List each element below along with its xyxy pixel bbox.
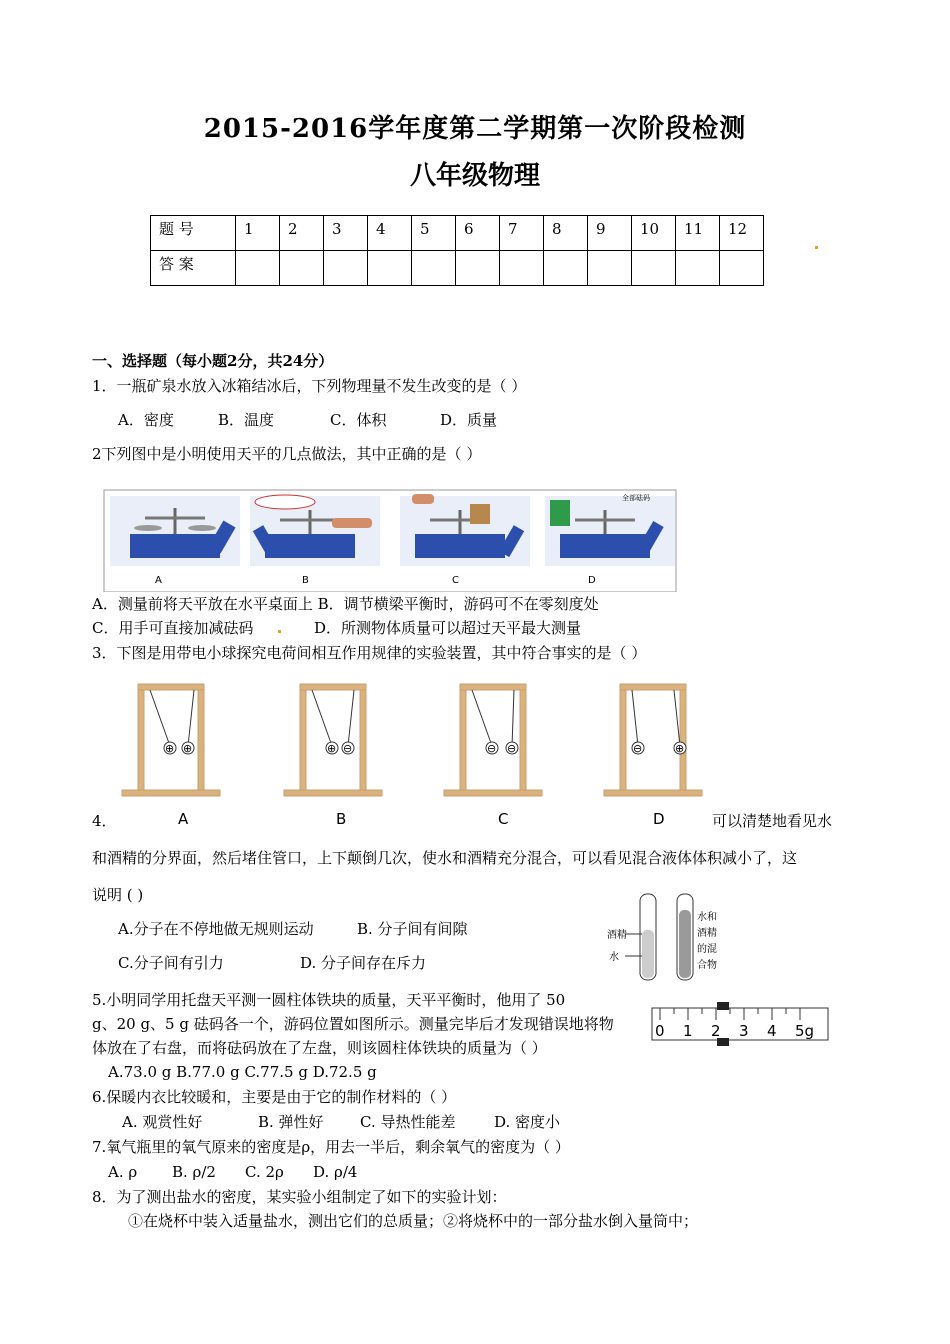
col-header: 11: [676, 216, 720, 251]
answer-cell[interactable]: [544, 251, 588, 286]
col-header: 12: [720, 216, 764, 251]
q4-number: 4．: [92, 812, 117, 830]
col-header: 6: [456, 216, 500, 251]
q2-option-d: D．所测物体质量可以超过天平最大测量: [314, 619, 582, 637]
q1-option-d: D．质量: [440, 411, 498, 429]
answer-cell[interactable]: [676, 251, 720, 286]
q2-figure-label-c: C: [452, 575, 459, 586]
col-header: 10: [632, 216, 676, 251]
q2-balance-figure: [100, 482, 680, 592]
col-header: 5: [412, 216, 456, 251]
answer-cell[interactable]: [720, 251, 764, 286]
q3-figure-label-c: C: [498, 810, 509, 828]
q3-charge: ⊖: [343, 742, 353, 755]
scale-label: 1: [683, 1022, 693, 1040]
q1-option-c: C．体积: [330, 411, 387, 429]
q4-line3: 说明 ( ): [92, 886, 144, 904]
q5-line2: g、20 g、5 g 砝码各一个，游码位置如图所示。测量完毕后才发现错误地将物: [92, 1015, 614, 1033]
q3-figure-label-a: A: [178, 810, 189, 828]
q4-label-water: 水: [609, 952, 619, 963]
balance-panel-b: [250, 495, 380, 566]
col-header: 2: [280, 216, 324, 251]
q2-figure-label-d: D: [588, 575, 596, 586]
table-row: [151, 251, 764, 286]
q4-label-alcohol: 酒精: [607, 930, 627, 941]
q3-figure-label-d: D: [653, 810, 665, 828]
row-label-answer: 答 案: [151, 251, 236, 286]
page-subtitle: 八年级物理: [409, 161, 540, 191]
page-title: 2015-2016学年度第二学期第一次阶段检测: [203, 114, 747, 144]
q3-electroscope-figure: [110, 678, 720, 828]
balance-panel-c: [400, 494, 530, 566]
q6-option-d: D. 密度小: [494, 1113, 561, 1131]
q6-stem: 6.保暖内衣比较暖和，主要是由于它的制作材料的（ ）: [92, 1088, 457, 1106]
q8-stem: 8．为了测出盐水的密度，某实验小组制定了如下的实验计划：: [92, 1188, 507, 1206]
scale-label: 2: [711, 1022, 721, 1040]
q4-line2: 和酒精的分界面，然后堵住管口，上下颠倒几次，使水和酒精充分混合，可以看见混合液体体积减小了，这: [92, 849, 798, 867]
q7-option-d: D. ρ/4: [313, 1163, 358, 1181]
q2-option-c: C．用手可直接加减砝码: [92, 619, 254, 637]
q1-stem: 1．一瓶矿泉水放入冰箱结冰后，下列物理量不发生改变的是（ ）: [92, 377, 527, 395]
scale-label: 0: [655, 1022, 665, 1040]
q7-option-b: B. ρ/2: [172, 1163, 216, 1181]
q4-label-mix: 合物: [697, 960, 717, 971]
q3-charge: ⊕: [327, 742, 337, 755]
q1-option-a: A．密度: [118, 411, 174, 429]
answer-cell[interactable]: [412, 251, 456, 286]
q3-charge: ⊕: [675, 742, 685, 755]
section-heading: 一、选择题（每小题2分，共24分）: [92, 352, 334, 370]
q2-figure-caption-d: 全部砝码: [622, 494, 650, 502]
q6-option-c: C. 导热性能差: [360, 1113, 456, 1131]
stray-mark: [815, 246, 818, 249]
q4-label-mix: 水和: [697, 912, 717, 923]
q2-figure-label-b: B: [302, 575, 309, 586]
answer-cell[interactable]: [324, 251, 368, 286]
col-header: 9: [588, 216, 632, 251]
answer-cell[interactable]: [500, 251, 544, 286]
q7-option-a: A. ρ: [108, 1163, 138, 1181]
q3-charge: ⊖: [507, 742, 517, 755]
answer-table: [150, 215, 764, 286]
col-header: 4: [368, 216, 412, 251]
q7-option-c: C. 2ρ: [245, 1163, 284, 1181]
q3-charge: ⊖: [633, 742, 643, 755]
q4-option-a: A.分子在不停地做无规则运动: [118, 920, 314, 938]
q5-options: A.73.0 g B.77.0 g C.77.5 g D.72.5 g: [108, 1063, 377, 1081]
q4-option-c: C.分子间有引力: [118, 954, 224, 972]
answer-cell[interactable]: [456, 251, 500, 286]
q4-label-mix: 酒精: [697, 928, 717, 939]
balance-panel-d: [545, 493, 675, 566]
q5-line1: 5.小明同学用托盘天平测一圆柱体铁块的质量，天平平衡时，他用了 50: [92, 991, 566, 1009]
q4-test-tube-figure: [605, 890, 735, 990]
q3-charge: ⊕: [165, 742, 175, 755]
q2-stem: 2下列图中是小明使用天平的几点做法，其中正确的是（ ）: [92, 445, 482, 463]
q2-figure-label-a: A: [155, 575, 162, 586]
stray-mark: [278, 630, 281, 633]
q5-rider-scale: [650, 1000, 832, 1046]
answer-cell[interactable]: [588, 251, 632, 286]
table-row: [151, 216, 764, 251]
answer-cell[interactable]: [632, 251, 676, 286]
q2-options-line1: A．测量前将天平放在水平桌面上 B．调节横梁平衡时，游码可不在零刻度处: [92, 595, 599, 613]
q3-figure-label-b: B: [336, 810, 347, 828]
q3-charge: ⊕: [183, 742, 193, 755]
col-header: 7: [500, 216, 544, 251]
col-header: 1: [236, 216, 280, 251]
q1-option-b: B．温度: [218, 411, 275, 429]
answer-cell[interactable]: [236, 251, 280, 286]
col-header: 8: [544, 216, 588, 251]
balance-panel-a: [110, 496, 240, 566]
col-header: 3: [324, 216, 368, 251]
row-label-number: 题 号: [151, 216, 236, 251]
q6-option-a: A. 观赏性好: [122, 1113, 203, 1131]
q8-step-line: ①在烧杯中装入适量盐水，测出它们的总质量；②将烧杯中的一部分盐水倒入量筒中；: [128, 1212, 699, 1230]
q3-stem: 3．下图是用带电小球探究电荷间相互作用规律的实验装置，其中符合事实的是（ ）: [92, 644, 647, 662]
scale-label: 3: [739, 1022, 749, 1040]
answer-cell[interactable]: [280, 251, 324, 286]
q4-label-mix: 的混: [697, 944, 717, 955]
scale-label: 4: [767, 1022, 777, 1040]
q4-line1-tail: 可以清楚地看见水: [712, 812, 833, 830]
answer-cell[interactable]: [368, 251, 412, 286]
q5-line3: 体放在了右盘，而将砝码放在了左盘，则该圆柱体铁块的质量为（ ）: [92, 1039, 547, 1057]
q4-option-b: B. 分子间有间隙: [357, 920, 468, 938]
q7-stem: 7.氧气瓶里的氧气原来的密度是ρ，用去一半后，剩余氧气的密度为（ ）: [92, 1138, 570, 1156]
rider: [717, 1002, 729, 1010]
q3-charge: ⊖: [487, 742, 497, 755]
q4-option-d: D. 分子间存在斥力: [300, 954, 427, 972]
scale-label: 5g: [795, 1022, 815, 1040]
q6-option-b: B. 弹性好: [258, 1113, 324, 1131]
